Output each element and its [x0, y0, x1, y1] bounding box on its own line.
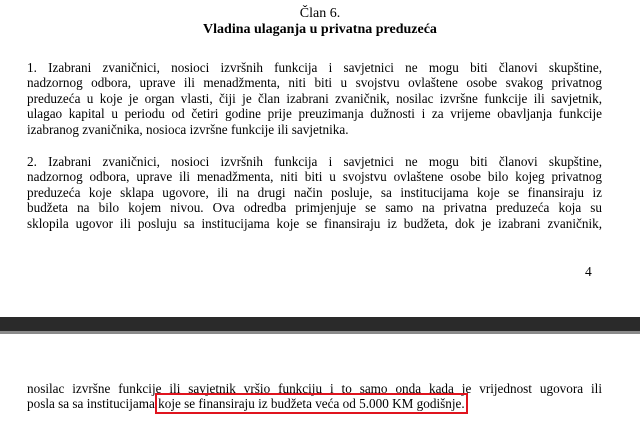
paragraph-1-line: 1. Izabrani zvaničnici, nosioci izvršnih funkcija i savjetnici ne mogu biti članovi skupštine, [27, 60, 602, 75]
paragraph-2-line: sklopila ugovor ili posluju sa institucijama koje se finansiraju iz budžeta, dok je izabrani zvaničnik, [27, 215, 602, 231]
paragraph-2-line: 2. Izabrani zvaničnici, nosioci izvršnih funkcija i savjetnici ne mogu biti članovi skupštine, [27, 154, 602, 169]
page-number: 4 [585, 264, 592, 279]
highlighted-text: koje se finansiraju iz budžeta veća od 5.000 KM godišnje. [158, 396, 465, 412]
paragraph-2-line: preduzeća koje sklapa ugovore, ili na drugi način posluje, sa institucijama koje se finansiraju iz [27, 184, 602, 200]
paragraph-3-line: nosilac izvršne funkcije ili savjetnik vršio funkciju i to samo onda kada je vrijednost ugovora ili [27, 381, 602, 396]
article-number: Član 6. [299, 6, 341, 21]
paragraph-1-line: nadzornog odbora, uprave ili menadžmenta, niti biti u svojstvu ovlaštene osobe svakog privatnog [27, 75, 602, 91]
article-title: Vladina ulaganja u privatna preduzeća [203, 22, 437, 37]
paragraph-1-line: ulagao kapital u periodu od četiri godine prije preuzimanja dužnosti i za vrijeme obavljanja funkcije [27, 106, 602, 122]
paragraph-2-line: nadzornog odbora, uprave ili menadžmenta, niti biti u svojstvu ovlaštene osobe bilo kojeg privatnog [27, 169, 602, 185]
paragraph-2 [27, 154, 602, 231]
paragraph-3-line-2-start: posla sa sa institucijama [27, 396, 159, 412]
paragraph-1-line: preduzeća u koje je organ vlasti, čiji je član izabrani zvaničnik, nosilac izvršne funkcije ili savjetnik, [27, 90, 602, 106]
paragraph-3 [27, 381, 602, 412]
paragraph-1 [27, 60, 602, 137]
paragraph-3-line-2 [27, 396, 602, 411]
paragraph-1-line: izabranog zvaničnika, nosioca izvršne funkcije ili savjetnika. [27, 121, 349, 137]
page-break-shadow [0, 331, 640, 334]
paragraph-2-line: budžeta na bilo kojem nivou. Ova odredba primjenjuje se samo na privatna preduzeća koja su [27, 200, 602, 216]
page-break-bar [0, 317, 640, 331]
